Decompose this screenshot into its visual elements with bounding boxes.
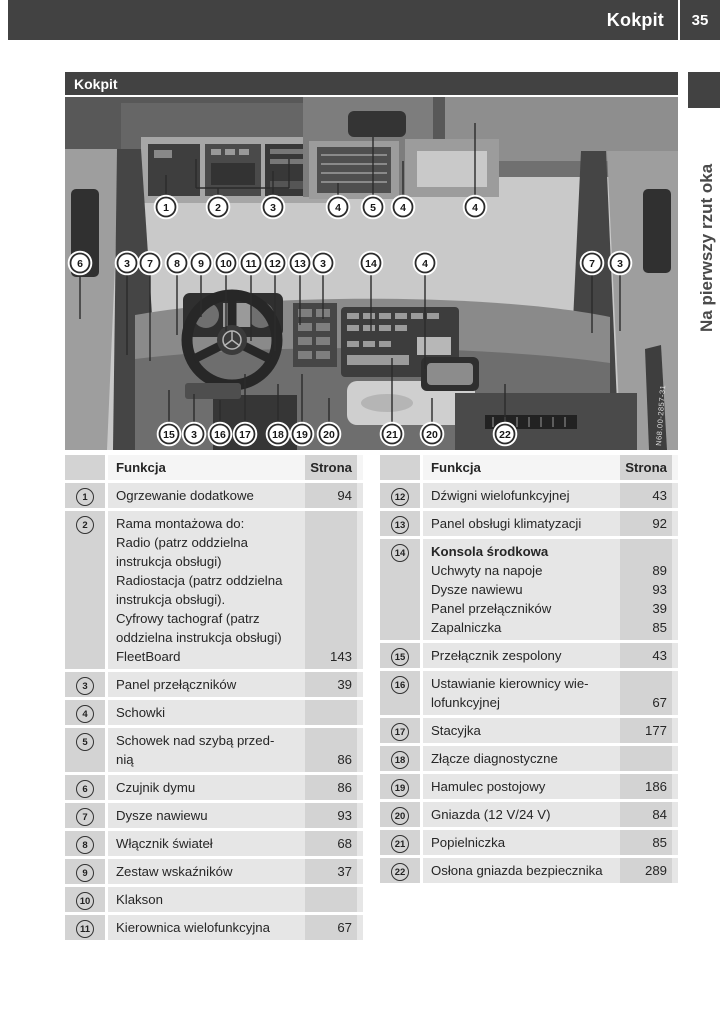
callout-number: 3 — [270, 201, 276, 214]
row-filler — [672, 746, 678, 771]
callout-number: 4 — [422, 257, 428, 270]
row-filler — [357, 552, 363, 571]
item-number-badge: 19 — [391, 779, 409, 797]
section-title: Kokpit — [74, 75, 118, 92]
function-tables — [65, 455, 678, 943]
function-label: Schowek nad szybą przed- — [108, 728, 305, 750]
page-ref: 37 — [305, 859, 357, 884]
function-label: instrukcja obsługi) — [108, 552, 305, 571]
page-ref — [305, 511, 357, 533]
function-label: nią — [108, 750, 305, 772]
item-number-cell — [380, 511, 420, 536]
page-ref: 39 — [620, 599, 672, 618]
page-ref: 85 — [620, 618, 672, 640]
row-filler — [672, 718, 678, 743]
row-filler — [357, 455, 363, 480]
chapter-side-label: Na pierwszy rzut oka — [697, 163, 716, 332]
page-ref: 43 — [620, 643, 672, 668]
item-number-badge: 6 — [76, 780, 94, 798]
table-row — [380, 774, 678, 799]
callout-number: 4 — [335, 201, 341, 214]
table-row — [380, 718, 678, 743]
chapter-title: Kokpit — [606, 9, 664, 30]
row-filler — [672, 858, 678, 883]
page-ref: 39 — [305, 672, 357, 697]
item-number-badge: 7 — [76, 808, 94, 826]
cockpit-figure — [65, 97, 678, 450]
callout-number: 22 — [499, 428, 511, 441]
table-row — [65, 859, 363, 884]
row-filler — [672, 580, 678, 599]
callout-number: 3 — [320, 257, 326, 270]
row-filler — [357, 803, 363, 828]
page-ref: 186 — [620, 774, 672, 799]
item-number-badge: 9 — [76, 864, 94, 882]
item-number-badge: 18 — [391, 751, 409, 769]
function-label: Włącznik świateł — [108, 831, 305, 856]
function-label: Dysze nawiewu — [423, 580, 620, 599]
page-ref — [305, 609, 357, 628]
page-ref: 94 — [305, 483, 357, 508]
table-row — [380, 511, 678, 536]
item-number-cell — [380, 671, 420, 715]
row-filler — [357, 831, 363, 856]
page-ref: 289 — [620, 858, 672, 883]
callout-bracket — [196, 159, 289, 197]
page-ref: 43 — [620, 483, 672, 508]
function-label: FleetBoard — [108, 647, 305, 669]
function-label: Cyfrowy tachograf (patrz — [108, 609, 305, 628]
row-filler — [672, 830, 678, 855]
callout-number: 17 — [239, 428, 251, 441]
page-ref — [620, 539, 672, 561]
table-row — [380, 539, 678, 640]
function-label: Osłona gniazda bezpiecznika — [423, 858, 620, 883]
function-label: instrukcja obsługi). — [108, 590, 305, 609]
item-number-badge: 12 — [391, 488, 409, 506]
function-label: Ustawianie kierownicy wie- — [423, 671, 620, 693]
page-ref — [305, 728, 357, 750]
page-ref: 177 — [620, 718, 672, 743]
row-filler — [357, 859, 363, 884]
callout-number: 4 — [400, 201, 406, 214]
table-row — [380, 643, 678, 668]
page-ref: 68 — [305, 831, 357, 856]
page-ref — [305, 552, 357, 571]
item-number-cell — [65, 887, 105, 912]
item-number-badge: 1 — [76, 488, 94, 506]
table-row — [65, 483, 363, 508]
page-ref: 84 — [620, 802, 672, 827]
function-label: Schowki — [108, 700, 305, 725]
item-number-cell — [380, 802, 420, 827]
item-number-cell — [65, 511, 105, 669]
item-number-badge: 20 — [391, 807, 409, 825]
table-row — [65, 915, 363, 940]
item-number-cell — [380, 774, 420, 799]
item-number-badge: 14 — [391, 544, 409, 562]
item-number-cell — [380, 830, 420, 855]
callout-number: 19 — [296, 428, 308, 441]
callout-number: 3 — [124, 257, 130, 270]
callout-number: 15 — [163, 428, 175, 441]
callout-number: 21 — [386, 428, 398, 441]
callout-number: 20 — [323, 428, 335, 441]
item-number-cell — [380, 483, 420, 508]
function-label: Radiostacja (patrz oddzielna — [108, 571, 305, 590]
function-label: Złącze diagnostyczne — [423, 746, 620, 771]
function-label: Panel przełączników — [108, 672, 305, 697]
table-row — [65, 511, 363, 669]
page-number: 35 — [691, 11, 709, 29]
function-label: Panel obsługi klimatyzacji — [423, 511, 620, 536]
callout-number: 13 — [294, 257, 306, 270]
function-label: Czujnik dymu — [108, 775, 305, 800]
item-number-cell — [65, 483, 105, 508]
callout-number: 9 — [198, 257, 204, 270]
table-header-row — [380, 455, 678, 480]
function-label: Gniazda (12 V/24 V) — [423, 802, 620, 827]
function-label: Przełącznik zespolony — [423, 643, 620, 668]
row-filler — [357, 533, 363, 552]
callout-number: 1 — [163, 201, 169, 214]
table-row — [380, 483, 678, 508]
row-filler — [672, 561, 678, 580]
item-number-cell — [380, 718, 420, 743]
item-number-cell — [380, 858, 420, 883]
callout-number: 5 — [370, 201, 376, 214]
item-number-badge: 16 — [391, 676, 409, 694]
row-filler — [357, 728, 363, 750]
item-number-badge: 22 — [391, 863, 409, 881]
function-label: Popielniczka — [423, 830, 620, 855]
page-ref — [305, 533, 357, 552]
item-number-badge: 15 — [391, 648, 409, 666]
table-row — [65, 775, 363, 800]
row-filler — [672, 483, 678, 508]
row-filler — [672, 802, 678, 827]
row-filler — [357, 571, 363, 590]
item-number-cell — [65, 859, 105, 884]
page-ref: 86 — [305, 775, 357, 800]
section-title-bar — [65, 72, 678, 95]
row-filler — [672, 539, 678, 561]
item-number-badge: 13 — [391, 516, 409, 534]
row-filler — [672, 618, 678, 640]
callout-number: 7 — [147, 257, 153, 270]
callout-number: 10 — [220, 257, 232, 270]
page-ref: 92 — [620, 511, 672, 536]
page-ref: 89 — [620, 561, 672, 580]
item-number-badge: 2 — [76, 516, 94, 534]
row-filler — [357, 483, 363, 508]
callout-number: 14 — [365, 257, 377, 270]
row-filler — [672, 511, 678, 536]
row-filler — [357, 628, 363, 647]
row-filler — [672, 455, 678, 480]
callout-number: 16 — [214, 428, 226, 441]
item-number-badge: 8 — [76, 836, 94, 854]
function-label: Radio (patrz oddzielna — [108, 533, 305, 552]
row-filler — [357, 775, 363, 800]
item-number-cell — [380, 643, 420, 668]
figure-code: N68.00-2857-31 — [654, 384, 668, 447]
item-number-badge: 4 — [76, 705, 94, 723]
page-ref: 93 — [620, 580, 672, 599]
top-header-bar — [8, 0, 720, 40]
function-label: Zestaw wskaźników — [108, 859, 305, 884]
item-number-cell — [65, 915, 105, 940]
callout-number: 18 — [272, 428, 284, 441]
item-number-cell — [65, 831, 105, 856]
row-filler — [672, 774, 678, 799]
function-label: Uchwyty na napoje — [423, 561, 620, 580]
function-label: Hamulec postojowy — [423, 774, 620, 799]
callout-number: 6 — [77, 257, 83, 270]
function-label: Stacyjka — [423, 718, 620, 743]
table-row — [380, 671, 678, 715]
callout-layer — [65, 97, 678, 450]
item-number-cell — [380, 455, 420, 480]
page-ref — [620, 746, 672, 771]
function-label: Dźwigni wielofunkcyjnej — [423, 483, 620, 508]
function-table-right — [380, 455, 678, 886]
table-row — [380, 802, 678, 827]
row-filler — [357, 511, 363, 533]
item-number-badge: 17 — [391, 723, 409, 741]
row-filler — [672, 599, 678, 618]
callout-number: 4 — [472, 201, 478, 214]
function-label: lofunkcyjnej — [423, 693, 620, 715]
column-header-function: Funkcja — [108, 455, 305, 480]
callout-number: 20 — [426, 428, 438, 441]
row-filler — [357, 672, 363, 697]
table-row — [380, 858, 678, 883]
row-filler — [672, 693, 678, 715]
callout-number: 11 — [245, 257, 257, 270]
item-number-cell — [65, 775, 105, 800]
item-number-badge: 11 — [76, 920, 94, 938]
function-label: Kierownica wielofunkcyjna — [108, 915, 305, 940]
page-ref — [305, 571, 357, 590]
page-ref: 67 — [620, 693, 672, 715]
row-filler — [357, 887, 363, 912]
item-number-cell — [380, 539, 420, 640]
table-row — [65, 728, 363, 772]
page-ref: 85 — [620, 830, 672, 855]
page-ref — [305, 887, 357, 912]
function-label: oddzielna instrukcja obsługi) — [108, 628, 305, 647]
item-number-cell — [65, 455, 105, 480]
item-number-badge: 10 — [76, 892, 94, 910]
item-number-cell — [65, 728, 105, 772]
column-header-page: Strona — [620, 455, 672, 480]
item-number-badge: 3 — [76, 677, 94, 695]
callout-number: 7 — [589, 257, 595, 270]
table-row — [65, 672, 363, 697]
row-filler — [357, 750, 363, 772]
item-number-cell — [380, 746, 420, 771]
table-row — [65, 803, 363, 828]
page-ref — [620, 671, 672, 693]
page-ref — [305, 628, 357, 647]
function-label: Panel przełączników — [423, 599, 620, 618]
table-row — [65, 887, 363, 912]
function-label: Zapalniczka — [423, 618, 620, 640]
function-table-left — [65, 455, 363, 943]
table-row — [65, 831, 363, 856]
callout-number: 2 — [215, 201, 221, 214]
callout-number: 3 — [617, 257, 623, 270]
item-number-badge: 21 — [391, 835, 409, 853]
table-header-row — [65, 455, 363, 480]
column-header-page: Strona — [305, 455, 357, 480]
page-ref: 143 — [305, 647, 357, 669]
callout-number: 8 — [174, 257, 180, 270]
item-number-cell — [65, 672, 105, 697]
page-ref: 67 — [305, 915, 357, 940]
function-label: Konsola środkowa — [423, 539, 620, 561]
row-filler — [672, 671, 678, 693]
callout-number: 3 — [191, 428, 197, 441]
table-row — [65, 700, 363, 725]
row-filler — [357, 590, 363, 609]
item-number-cell — [65, 700, 105, 725]
table-row — [380, 746, 678, 771]
callout-number: 12 — [269, 257, 281, 270]
page-ref: 93 — [305, 803, 357, 828]
row-filler — [357, 647, 363, 669]
page-ref: 86 — [305, 750, 357, 772]
row-filler — [672, 643, 678, 668]
function-label: Dysze nawiewu — [108, 803, 305, 828]
column-header-function: Funkcja — [423, 455, 620, 480]
page-ref — [305, 700, 357, 725]
function-label: Klakson — [108, 887, 305, 912]
item-number-cell — [65, 803, 105, 828]
row-filler — [357, 700, 363, 725]
function-label: Ogrzewanie dodatkowe — [108, 483, 305, 508]
table-row — [380, 830, 678, 855]
item-number-badge: 5 — [76, 733, 94, 751]
chapter-tab — [688, 72, 720, 108]
row-filler — [357, 609, 363, 628]
page-ref — [305, 590, 357, 609]
row-filler — [357, 915, 363, 940]
function-label: Rama montażowa do: — [108, 511, 305, 533]
